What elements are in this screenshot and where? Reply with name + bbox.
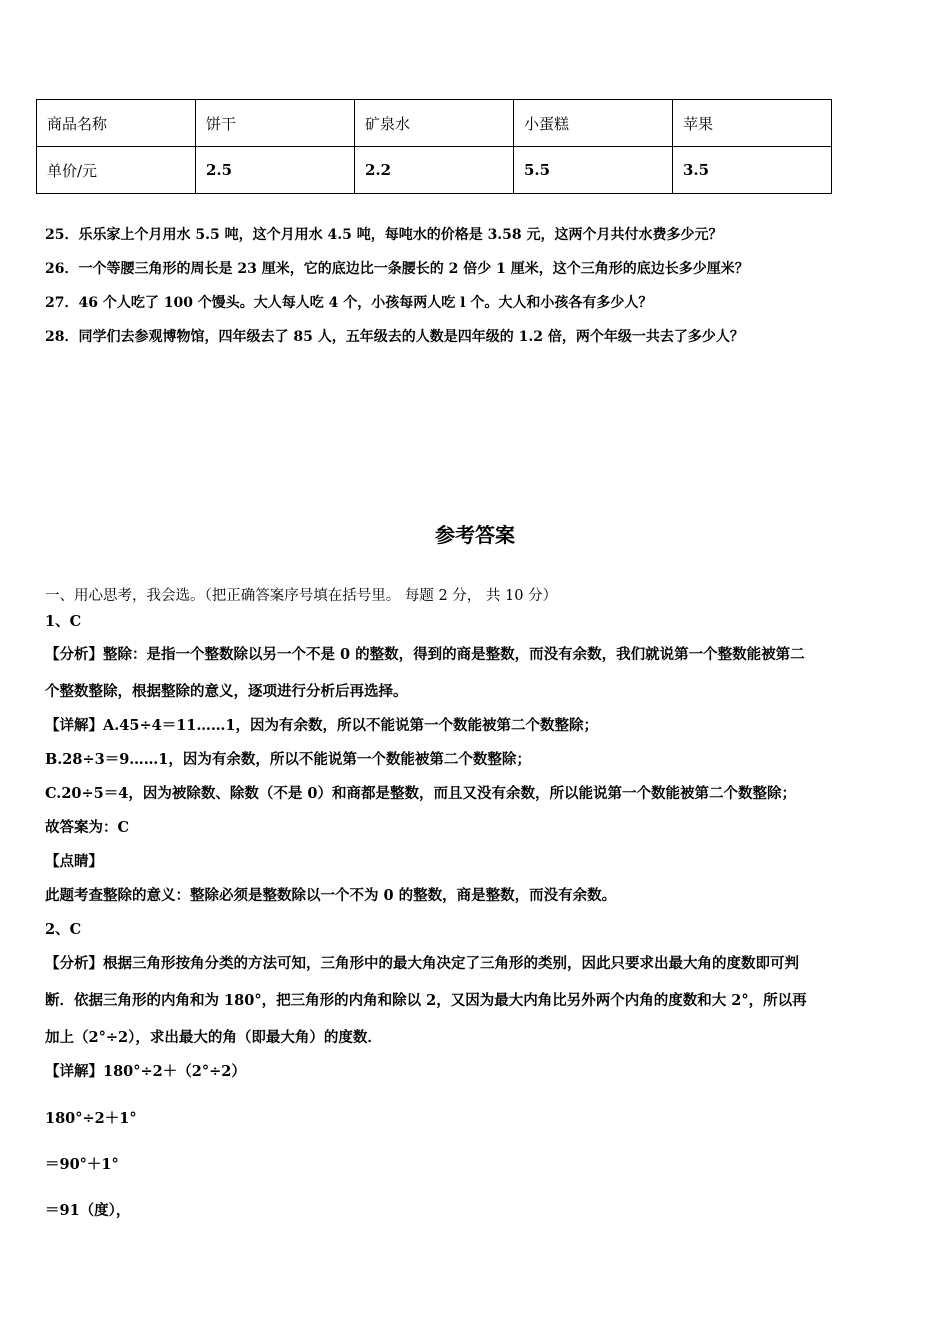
answers-title: 参考答案	[435, 523, 515, 547]
price-table	[36, 99, 832, 194]
answer-1-detail-c: C.20÷5＝4，因为被除数、除数（不是 0）和商都是整数，而且又没有余数，所以能说第一个数能被第二个数整除；	[45, 785, 796, 802]
question-25: 25．乐乐家上个月用水 5.5 吨，这个月用水 4.5 吨，每吨水的价格是 3.58 元，这两个月共付水费多少元？	[45, 227, 723, 243]
table-row	[37, 100, 832, 147]
answer-1-conclusion: 故答案为：C	[45, 819, 130, 836]
answer-2-detail: 【详解】180°÷2＋（2°÷2）	[45, 1063, 246, 1080]
answer-2-analysis: 【分析】根据三角形按角分类的方法可知，三角形中的最大角决定了三角形的类别，因此只要求出最大角的度数即可判	[45, 955, 799, 972]
table-cell: 商品名称	[37, 100, 196, 147]
answer-2-label: 2、C	[45, 921, 82, 938]
table-cell: 单价/元	[37, 147, 196, 194]
table-cell: 小蛋糕	[514, 100, 673, 147]
table-row	[37, 147, 832, 194]
answer-1-analysis: 【分析】整除：是指一个整数除以另一个不是 0 的整数，得到的商是整数，而没有余数，我们就说第一个整数能被第二	[45, 646, 805, 663]
answer-2-analysis-cont: 断．依据三角形的内角和为 180°，把三角形的内角和除以 2，又因为最大内角比另外两个内角的度数和大 2°，所以再	[45, 992, 807, 1009]
table-cell: 饼干	[196, 100, 355, 147]
table-cell: 2.5	[196, 147, 355, 194]
question-26: 26．一个等腰三角形的周长是 23 厘米，它的底边比一条腰长的 2 倍少 1 厘米，这个三角形的底边长多少厘米？	[45, 261, 749, 277]
table-cell: 苹果	[673, 100, 832, 147]
question-27: 27．46 个人吃了 100 个馒头。大人每人吃 4 个，小孩每两人吃 l 个。大人和小孩各有多少人？	[45, 295, 653, 311]
answer-1-detail-b: B.28÷3＝9……1，因为有余数，所以不能说第一个数能被第二个数整除；	[45, 751, 531, 768]
answer-2-step-3: ＝91（度），	[45, 1202, 131, 1219]
section-title: 一、用心思考，我会选。（把正确答案序号填在括号里。 每题 2 分， 共 10 分）	[45, 588, 558, 604]
table-cell: 2.2	[355, 147, 514, 194]
answer-2-step-2: ＝90°＋1°	[45, 1156, 119, 1173]
answer-1-label: 1、C	[45, 613, 82, 630]
answer-2-step-1: 180°÷2＋1°	[45, 1110, 137, 1127]
answer-1-remark: 此题考查整除的意义：整除必须是整数除以一个不为 0 的整数，商是整数，而没有余数。	[45, 887, 617, 904]
question-28: 28．同学们去参观博物馆，四年级去了 85 人，五年级去的人数是四年级的 1.2 倍，两个年级一共去了多少人？	[45, 329, 744, 345]
answer-1-detail-a: 【详解】A.45÷4＝11……1，因为有余数，所以不能说第一个数能被第二个数整除；	[45, 717, 598, 734]
answer-1-analysis-cont: 个整数整除，根据整除的意义，逐项进行分析后再选择。	[45, 683, 408, 700]
table-cell: 矿泉水	[355, 100, 514, 147]
table-cell: 5.5	[514, 147, 673, 194]
answer-1-remark-label: 【点睛】	[45, 853, 103, 870]
table-cell: 3.5	[673, 147, 832, 194]
answer-2-analysis-cont2: 加上（2°÷2），求出最大的角（即最大角）的度数．	[45, 1029, 382, 1046]
